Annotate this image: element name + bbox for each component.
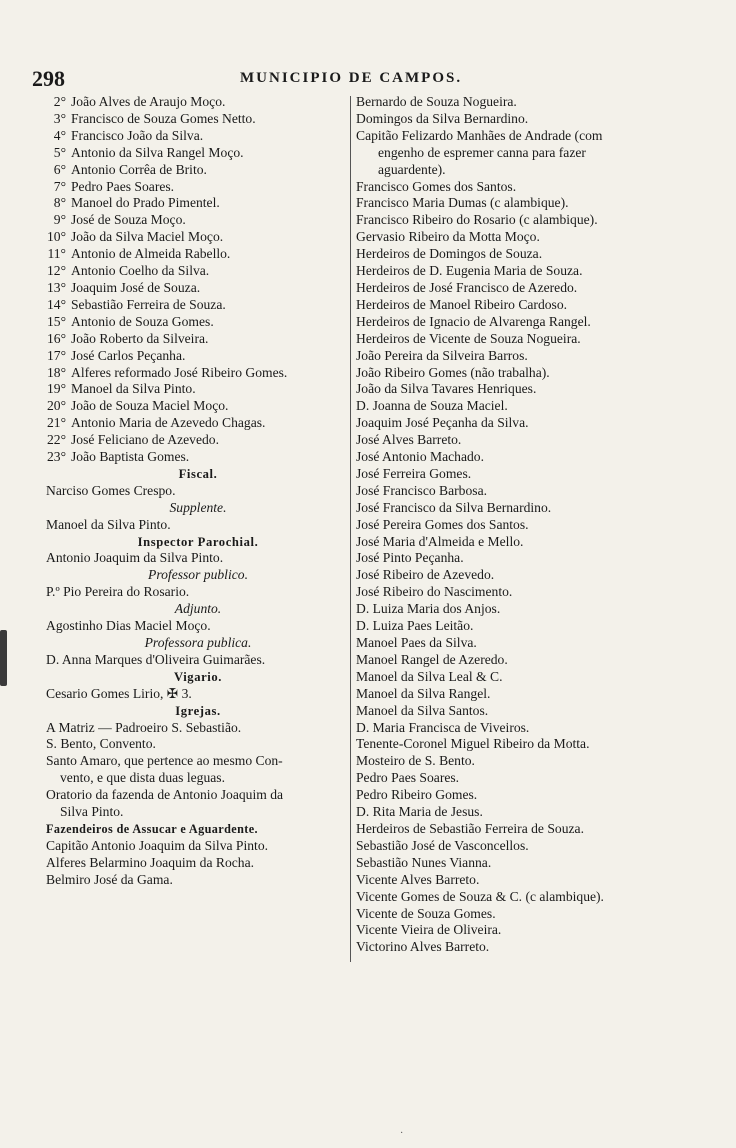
- item-text: Antonio da Silva Rangel Moço.: [71, 144, 244, 160]
- numbered-item: [46, 179, 350, 196]
- right-line: Herdeiros de José Francisco de Azeredo.: [356, 279, 578, 295]
- item-text: Antonio Corrêa de Brito.: [71, 161, 207, 177]
- numbered-item: [46, 263, 350, 280]
- right-line: José Francisco da Silva Bernardino.: [356, 499, 552, 515]
- vigario-name: Cesario Gomes Lirio, ✠ 3.: [46, 685, 192, 701]
- page-header: [30, 66, 690, 92]
- right-line: Herdeiros de Manoel Ribeiro Cardoso.: [356, 296, 568, 312]
- numbered-list: [46, 94, 350, 466]
- numbered-item: [46, 229, 350, 246]
- numbered-item: [46, 381, 350, 398]
- fiscal-name: Narciso Gomes Crespo.: [46, 482, 176, 498]
- item-number: 6°: [53, 161, 66, 177]
- item-text: José Carlos Peçanha.: [71, 347, 186, 363]
- numbered-item: [46, 128, 350, 145]
- numbered-item: [46, 331, 350, 348]
- item-number: 3°: [53, 110, 66, 126]
- item-text: João Baptista Gomes.: [71, 449, 190, 465]
- right-line: Sebastião Nunes Vianna.: [356, 854, 492, 870]
- right-line: Pedro Ribeiro Gomes.: [356, 787, 478, 803]
- professora-name: D. Anna Marques d'Oliveira Guimarães.: [46, 651, 266, 667]
- right-line: Manoel da Silva Santos.: [356, 702, 489, 718]
- right-line: Pedro Paes Soares.: [356, 770, 460, 786]
- right-line: José Antonio Machado.: [356, 449, 484, 465]
- right-line: Vicente de Souza Gomes.: [356, 905, 496, 921]
- page-number: 298: [32, 66, 65, 91]
- section-heading-fiscal: Fiscal.: [178, 466, 218, 481]
- numbered-item: [46, 415, 350, 432]
- right-line: José Ribeiro do Nascimento.: [356, 584, 513, 600]
- item-number: 16°: [46, 330, 66, 346]
- right-line: José Francisco Barbosa.: [356, 482, 487, 498]
- igreja-line-continued: vento, e que dista duas leguas.: [60, 770, 225, 786]
- numbered-item: [46, 314, 350, 331]
- item-text: Francisco de Souza Gomes Netto.: [71, 110, 256, 126]
- right-line: João Ribeiro Gomes (não trabalha).: [356, 364, 550, 380]
- item-number: 14°: [46, 296, 66, 312]
- item-number: 12°: [46, 263, 66, 279]
- item-number: 19°: [46, 381, 66, 397]
- item-number: 13°: [46, 279, 66, 295]
- right-line: Bernardo de Souza Nogueira.: [356, 94, 517, 109]
- item-number: 7°: [53, 178, 66, 194]
- right-line: Manoel da Silva Rangel.: [356, 685, 491, 701]
- item-number: 15°: [46, 313, 66, 329]
- right-line: Herdeiros de D. Eugenia Maria de Souza.: [356, 263, 583, 279]
- binding-mark: [0, 630, 7, 686]
- right-line: D. Joanna de Souza Maciel.: [356, 398, 508, 414]
- right-line: Mosteiro de S. Bento.: [356, 753, 475, 769]
- right-line: Herdeiros de Vicente de Souza Nogueira.: [356, 330, 581, 346]
- item-number: 2°: [53, 94, 66, 109]
- fazendeiro-name: Alferes Belarmino Joaquim da Rocha.: [46, 854, 255, 870]
- right-line: João Pereira da Silveira Barros.: [356, 347, 528, 363]
- right-line: Gervasio Ribeiro da Motta Moço.: [356, 229, 540, 245]
- professor-name: P.º Pio Pereira do Rosario.: [46, 584, 190, 600]
- numbered-item: [46, 449, 350, 466]
- item-text: João Alves de Araujo Moço.: [71, 94, 226, 109]
- item-number: 23°: [46, 449, 66, 465]
- numbered-item: [46, 94, 350, 111]
- running-title: MUNICIPIO DE CAMPOS.: [240, 70, 463, 86]
- item-text: José Feliciano de Azevedo.: [71, 432, 219, 448]
- right-line: Joaquim José Peçanha da Silva.: [356, 415, 529, 431]
- item-text: Antonio Maria de Azevedo Chagas.: [71, 415, 266, 431]
- item-number: 17°: [46, 347, 66, 363]
- right-line-continued: aguardente).: [378, 161, 446, 177]
- right-line: José Alves Barreto.: [356, 432, 462, 448]
- right-line: Francisco Ribeiro do Rosario (c alambique).: [356, 212, 598, 228]
- item-text: Joaquim José de Souza.: [71, 279, 201, 295]
- right-list: [356, 94, 686, 956]
- item-text: Antonio de Almeida Rabello.: [71, 246, 231, 262]
- right-line: José Maria d'Almeida e Mello.: [356, 533, 524, 549]
- right-line: Manoel da Silva Leal & C.: [356, 668, 503, 684]
- item-number: 21°: [46, 415, 66, 431]
- right-line: Herdeiros de Ignacio de Alvarenga Rangel.: [356, 313, 591, 329]
- item-text: João Roberto da Silveira.: [71, 330, 209, 346]
- right-line: Capitão Felizardo Manhães de Andrade (com: [356, 127, 603, 143]
- supplente-name: Manoel da Silva Pinto.: [46, 516, 171, 532]
- numbered-item: [46, 246, 350, 263]
- numbered-item: [46, 432, 350, 449]
- right-line: D. Luiza Maria dos Anjos.: [356, 601, 501, 617]
- numbered-item: [46, 195, 350, 212]
- footer-mark: ·: [400, 1128, 404, 1139]
- right-line: Herdeiros de Domingos de Souza.: [356, 246, 543, 262]
- right-line: Vicente Gomes de Souza & C. (c alambique).: [356, 888, 604, 904]
- igreja-line-continued: Silva Pinto.: [60, 804, 124, 820]
- inspector-name: Antonio Joaquim da Silva Pinto.: [46, 550, 224, 566]
- right-line: José Pereira Gomes dos Santos.: [356, 516, 529, 532]
- column-divider: [350, 96, 351, 962]
- item-text: João de Souza Maciel Moço.: [71, 398, 229, 414]
- right-line: D. Maria Francisca de Viveiros.: [356, 719, 530, 735]
- section-heading-vigario: Vigario.: [173, 669, 223, 684]
- right-line: Vicente Alves Barreto.: [356, 871, 480, 887]
- numbered-item: [46, 365, 350, 382]
- right-line: D. Luiza Paes Leitão.: [356, 618, 474, 634]
- igreja-line: Oratorio da fazenda de Antonio Joaquim da: [46, 787, 284, 803]
- numbered-item: [46, 111, 350, 128]
- right-line: José Ferreira Gomes.: [356, 465, 472, 481]
- item-number: 18°: [46, 364, 66, 380]
- item-text: José de Souza Moço.: [71, 212, 186, 228]
- item-text: Pedro Paes Soares.: [71, 178, 175, 194]
- numbered-item: [46, 348, 350, 365]
- right-line: Francisco Maria Dumas (c alambique).: [356, 195, 569, 211]
- right-line: Vicente Vieira de Oliveira.: [356, 922, 502, 938]
- item-number: 20°: [46, 398, 66, 414]
- fazendeiro-name: Belmiro José da Gama.: [46, 871, 173, 887]
- igreja-line: A Matriz — Padroeiro S. Sebastião.: [46, 719, 242, 735]
- right-line: Herdeiros de Sebastião Ferreira de Souza.: [356, 820, 584, 836]
- right-line: Manoel Paes da Silva.: [356, 635, 477, 650]
- item-number: 10°: [46, 229, 66, 245]
- professor-label: Professor publico.: [148, 567, 248, 583]
- item-text: Antonio Coelho da Silva.: [71, 263, 210, 279]
- item-number: 22°: [46, 432, 66, 448]
- item-text: João da Silva Maciel Moço.: [71, 229, 224, 245]
- right-line-continued: engenho de espremer canna para fazer: [378, 144, 586, 160]
- right-line: Victorino Alves Barreto.: [356, 939, 490, 955]
- igreja-line: S. Bento, Convento.: [46, 736, 156, 752]
- supplente-label: Supplente.: [169, 499, 227, 515]
- adjunto-name: Agostinho Dias Maciel Moço.: [46, 618, 211, 634]
- right-line: Manoel Rangel de Azeredo.: [356, 651, 508, 667]
- item-number: 9°: [53, 212, 66, 228]
- item-number: 8°: [53, 195, 66, 211]
- section-heading-inspector: Inspector Parochial.: [137, 534, 259, 549]
- fazendeiro-name: Capitão Antonio Joaquim da Silva Pinto.: [46, 837, 269, 853]
- item-text: Francisco João da Silva.: [71, 127, 204, 143]
- right-line: D. Rita Maria de Jesus.: [356, 804, 483, 820]
- right-line: José Ribeiro de Azevedo.: [356, 567, 495, 583]
- numbered-item: [46, 398, 350, 415]
- numbered-item: [46, 212, 350, 229]
- item-number: 11°: [47, 246, 66, 262]
- item-text: Manoel do Prado Pimentel.: [71, 195, 220, 211]
- item-text: Manoel da Silva Pinto.: [71, 381, 196, 397]
- section-heading-igrejas: Igrejas.: [175, 703, 221, 718]
- numbered-item: [46, 145, 350, 162]
- numbered-item: [46, 297, 350, 314]
- left-column: [46, 94, 350, 889]
- item-text: Sebastião Ferreira de Souza.: [71, 296, 226, 312]
- item-number: 5°: [53, 144, 66, 160]
- right-line: José Pinto Peçanha.: [356, 550, 464, 566]
- item-number: 4°: [53, 127, 66, 143]
- professora-label: Professora publica.: [144, 635, 252, 650]
- right-line: Tenente-Coronel Miguel Ribeiro da Motta.: [356, 736, 590, 752]
- numbered-item: [46, 162, 350, 179]
- fazendeiros-list: [46, 838, 350, 889]
- section-heading-fazendeiros: Fazendeiros de Assucar e Aguardente.: [46, 821, 258, 836]
- numbered-item: [46, 280, 350, 297]
- right-line: Domingos da Silva Bernardino.: [356, 110, 529, 126]
- right-column: [356, 94, 686, 956]
- adjunto-label: Adjunto.: [174, 601, 222, 617]
- right-line: João da Silva Tavares Henriques.: [356, 381, 537, 397]
- right-line: Sebastião José de Vasconcellos.: [356, 837, 529, 853]
- item-text: Antonio de Souza Gomes.: [71, 313, 214, 329]
- item-text: Alferes reformado José Ribeiro Gomes.: [71, 364, 288, 380]
- right-line: Francisco Gomes dos Santos.: [356, 178, 517, 194]
- igreja-line: Santo Amaro, que pertence ao mesmo Con-: [46, 753, 283, 769]
